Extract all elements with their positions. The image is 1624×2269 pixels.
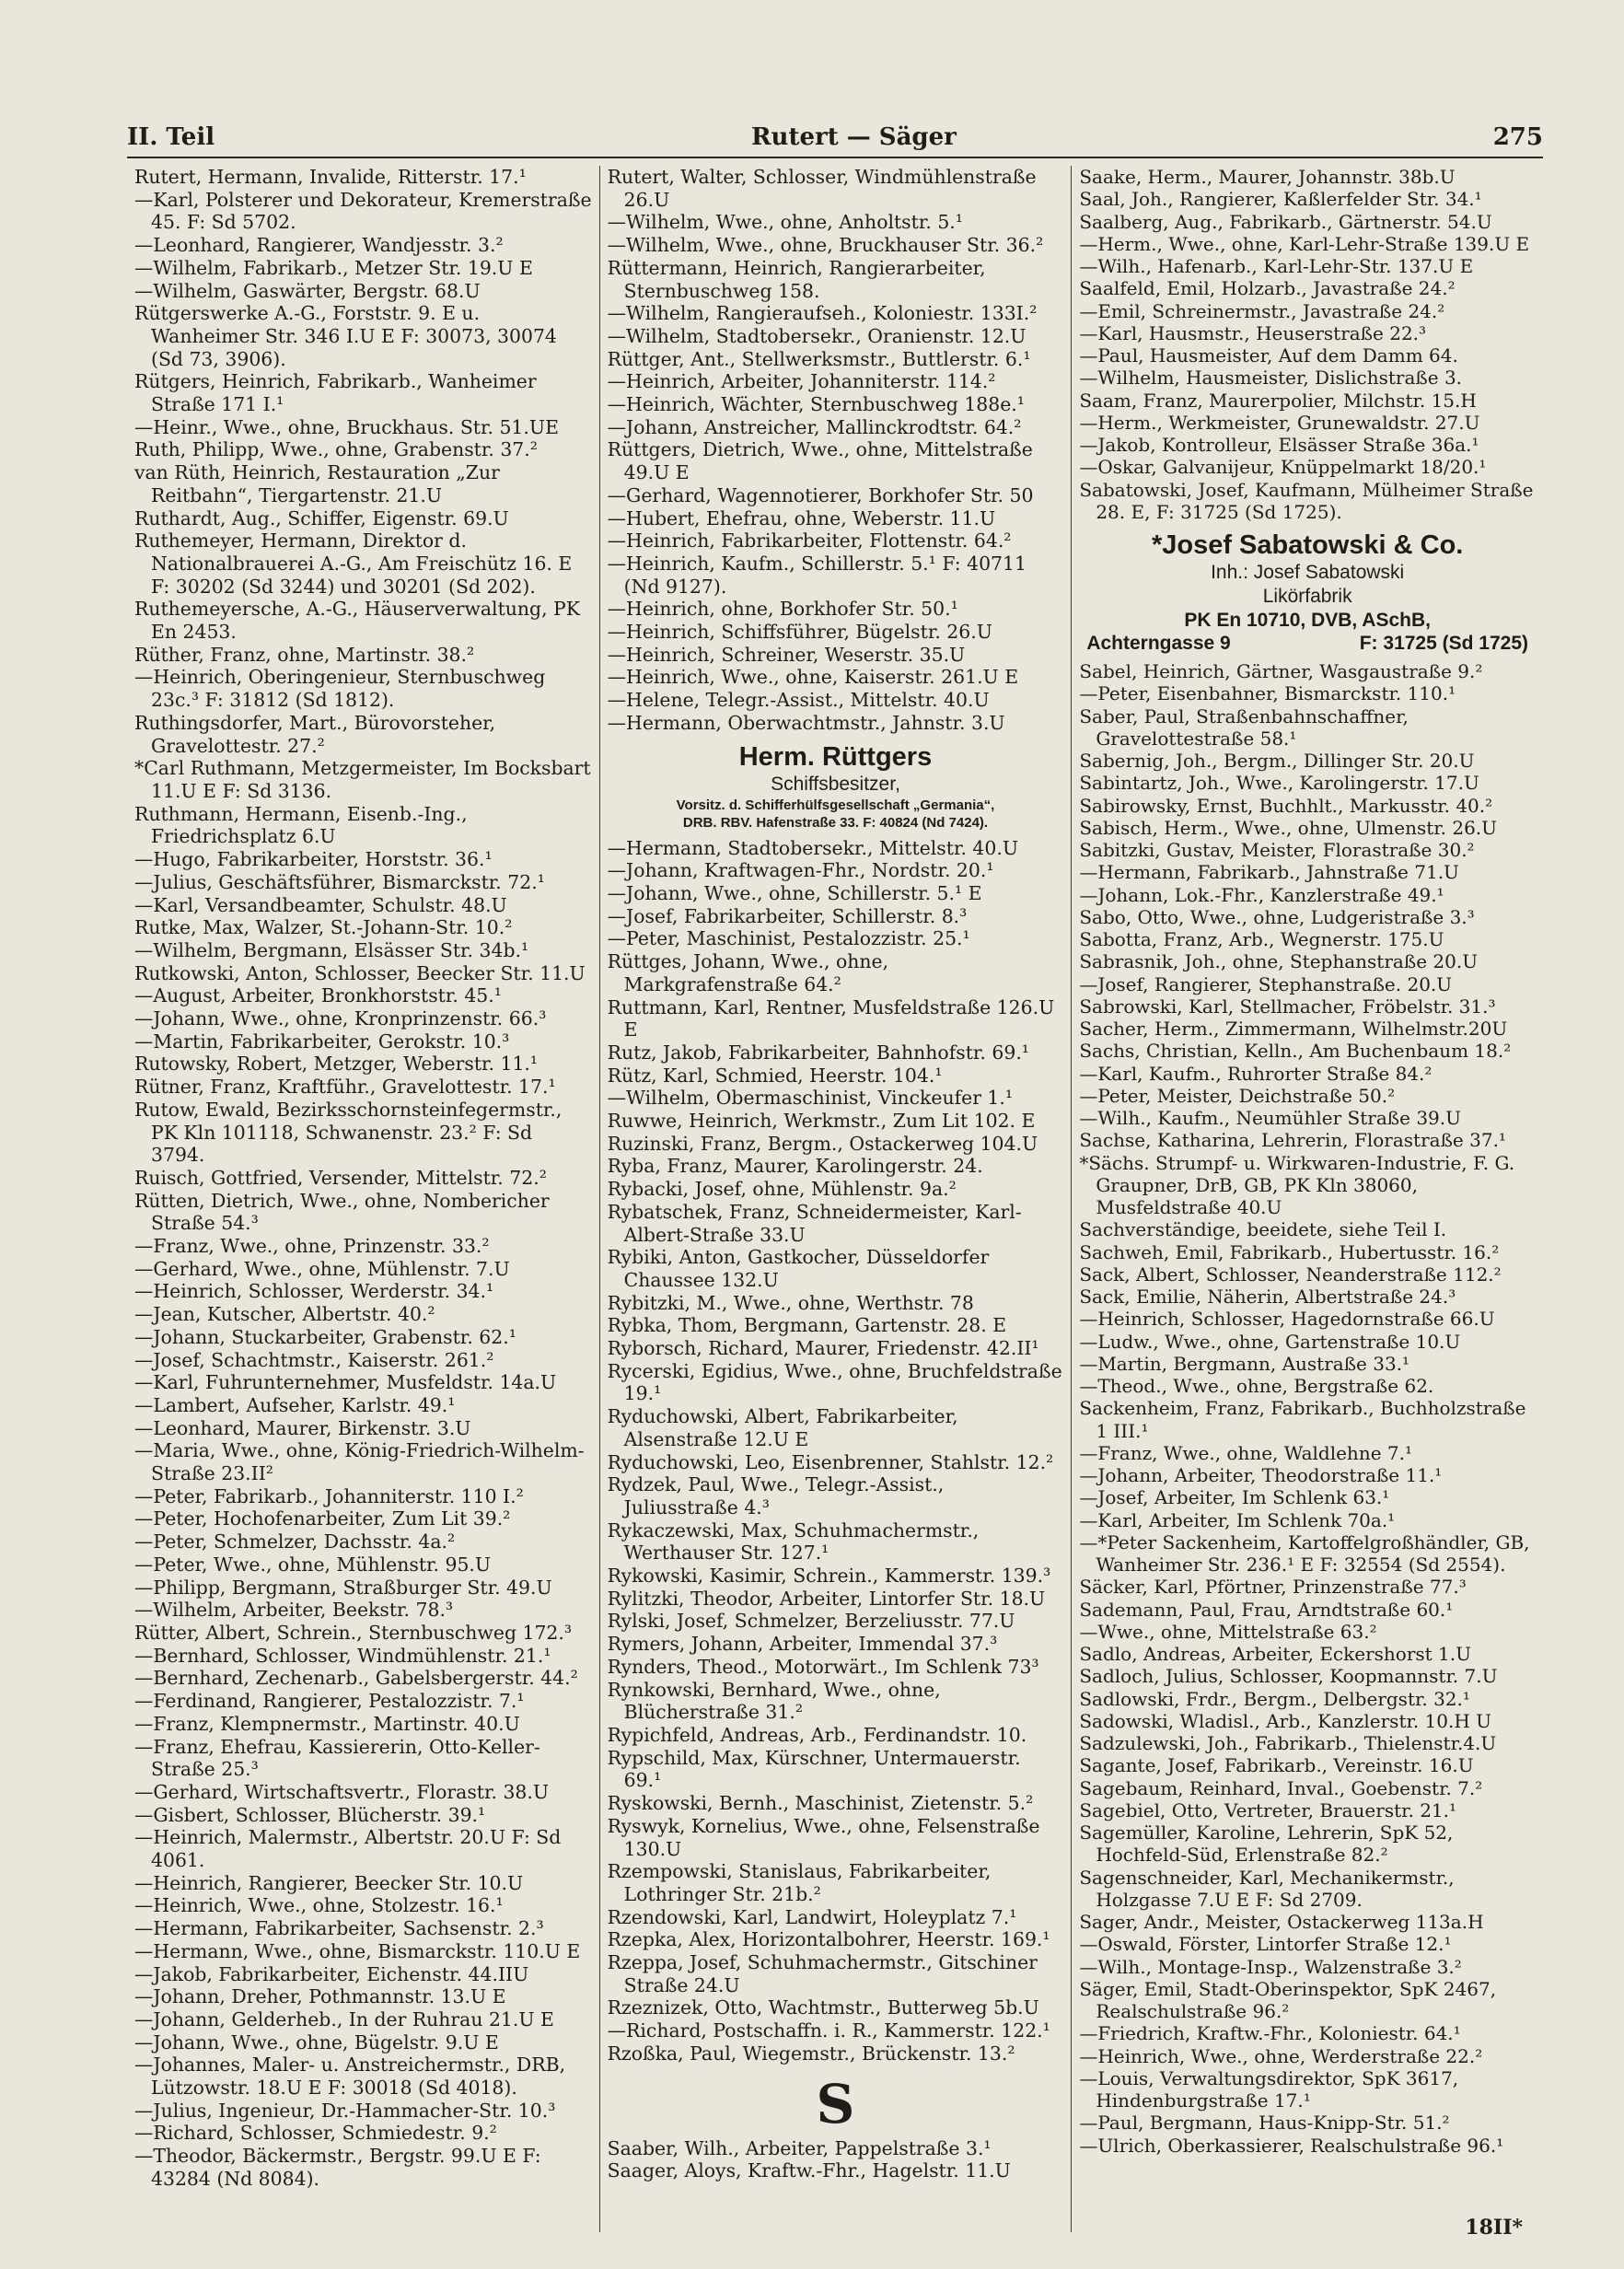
- directory-entry: —Josef, Schachtmstr., Kaiserstr. 261.²: [134, 1348, 494, 1371]
- directory-entry: Rüther, Franz, ohne, Martinstr. 38.²: [134, 643, 475, 666]
- directory-entry: —Wilhelm, Gaswärter, Bergstr. 68.U: [134, 279, 481, 302]
- ad-name: Herm. Rüttgers: [738, 741, 933, 772]
- directory-entry: —Johann, Gelderheb., In der Ruhrau 21.U E: [134, 2007, 554, 2030]
- directory-entry: Saake, Herm., Maurer, Johannstr. 38b.U: [1079, 166, 1456, 188]
- directory-entry: —Wilhelm, Stadtobersekr., Oranienstr. 12.U: [607, 324, 1027, 347]
- directory-entry: —Johann, Lok.-Fhr., Kanzlerstraße 49.¹: [1079, 883, 1444, 906]
- directory-entry: Rüttgers, Dietrich, Wwe., ohne, Mittelstraße 49.U E: [607, 438, 1033, 484]
- directory-entry: —Ferdinand, Rangierer, Pestalozzistr. 7.¹: [134, 1690, 525, 1713]
- directory-entry: Sackenheim, Franz, Fabrikarb., Buchholzstraße 1 III.¹: [1079, 1397, 1526, 1442]
- directory-entry: Sabel, Heinrich, Gärtner, Wasgaustraße 9.²: [1079, 660, 1483, 682]
- ad-line: Schiffsbesitzer,: [771, 773, 900, 795]
- directory-entry: —Franz, Wwe., ohne, Waldlehne 7.¹: [1079, 1441, 1412, 1464]
- page-header: [127, 123, 1543, 155]
- directory-entry: —Peter, Hochofenarbeiter, Zum Lit 39.²: [134, 1507, 511, 1530]
- directory-entry: Rybacki, Josef, ohne, Mühlenstr. 9a.²: [607, 1178, 957, 1201]
- directory-entry: Rütner, Franz, Kraftführ., Gravelottestr. 17.¹: [134, 1076, 556, 1099]
- directory-entry: Rutert, Hermann, Invalide, Ritterstr. 17.¹: [134, 166, 527, 188]
- directory-entry: Sager, Andr., Meister, Ostackerweg 113a.H: [1079, 1911, 1484, 1933]
- directory-entry: Sabernig, Joh., Bergm., Dillinger Str. 20.U: [1079, 750, 1475, 772]
- directory-entry: —Johann, Wwe., ohne, Bügelstr. 9.U E: [134, 2030, 499, 2054]
- directory-entry: Ryba, Franz, Maurer, Karolingerstr. 24.: [607, 1155, 983, 1178]
- directory-entry: —Johann, Wwe., ohne, Schillerstr. 5.¹ E: [607, 881, 982, 904]
- ad-line: DRB. RBV. Hafenstraße 33. F: 40824 (Nd 7424).: [682, 814, 989, 831]
- directory-entry: —Wilhelm, Fabrikarb., Metzer Str. 19.U E: [134, 256, 533, 279]
- directory-entry: —Wilhelm, Bergmann, Elsässer Str. 34b.¹: [134, 938, 529, 961]
- directory-entry: Rymers, Johann, Arbeiter, Immendal 37.³: [607, 1633, 998, 1656]
- directory-entry: Sagemüller, Karoline, Lehrerin, SpK 52, Hochfeld-Süd, Erlenstraße 82.²: [1079, 1821, 1454, 1867]
- directory-entry: Rütgers, Heinrich, Fabrikarb., Wanheimer Straße 171 I.¹: [134, 370, 537, 416]
- directory-entry: —Helene, Telegr.-Assist., Mittelstr. 40.U: [607, 689, 990, 712]
- directory-entry: —August, Arbeiter, Bronkhorststr. 45.¹: [134, 984, 502, 1007]
- directory-entry: Sabitzki, Gustav, Meister, Florastraße 30.²: [1079, 839, 1475, 861]
- directory-entry: —Jakob, Fabrikarbeiter, Eichenstr. 44.IIU: [134, 1962, 529, 1985]
- directory-entry: —Josef, Fabrikarbeiter, Schillerstr. 8.³: [607, 904, 968, 927]
- column-2-entries-top: [608, 166, 1064, 735]
- directory-entry: —Peter, Wwe., ohne, Mühlenstr. 95.U: [134, 1553, 492, 1576]
- directory-entry: Ruthemeyer, Hermann, Direktor d. Nationalbrauerei A.-G., Am Freischütz 16. E F: 30202 (Sd 3244) und 30201 (Sd 202).: [134, 529, 573, 598]
- directory-entry: —Jakob, Kontrolleur, Elsässer Straße 36a.¹: [1079, 434, 1479, 456]
- directory-entry: —Heinrich, Arbeiter, Johanniterstr. 114.²: [607, 370, 996, 393]
- directory-entry: —Heinrich, Kaufm., Schillerstr. 5.¹ F: 40711 (Nd 9127).: [607, 552, 1027, 598]
- directory-entry: —Karl, Versandbeamter, Schulstr. 48.U: [134, 893, 507, 916]
- directory-entry: Ryskowski, Bernh., Maschinist, Zietenstr. 5.²: [607, 1792, 1034, 1815]
- directory-entry: —Johann, Dreher, Pothmannstr. 13.U E: [134, 1985, 506, 2008]
- directory-entry: —Hermann, Wwe., ohne, Bismarckstr. 110.U E: [134, 1939, 581, 1962]
- directory-entry: —Martin, Bergmann, Austraße 33.¹: [1079, 1352, 1410, 1375]
- directory-entry: —Karl, Arbeiter, Im Schlenk 70a.¹: [1079, 1508, 1396, 1531]
- directory-entry: —Hubert, Ehefrau, ohne, Weberstr. 11.U: [607, 506, 996, 529]
- ad-line: Vorsitz. d. Schifferhülfsgesellschaft „Germania“,: [676, 797, 995, 813]
- directory-entry: Sabotta, Franz, Arb., Wegnerstr. 175.U: [1079, 928, 1444, 950]
- section-letter: S: [816, 2072, 855, 2135]
- directory-entry: Ruthingsdorfer, Mart., Bürovorsteher, Gravelottestr. 27.²: [134, 711, 496, 757]
- directory-entry: Rydzek, Paul, Wwe., Telegr.-Assist., Juliusstraße 4.³: [607, 1473, 945, 1518]
- directory-entry: —Karl, Kaufm., Ruhrorter Straße 84.²: [1079, 1062, 1433, 1085]
- directory-entry: —Maria, Wwe., ohne, König-Friedrich-Wilhelm-Straße 23.II²: [134, 1439, 585, 1485]
- directory-entry: —Heinr., Wwe., ohne, Bruckhaus. Str. 51.UE: [134, 415, 559, 438]
- ad-line: Inh.: Josef Sabatowski: [1211, 562, 1405, 583]
- column-1: [127, 166, 599, 2232]
- directory-entry: —Peter, Eisenbahner, Bismarckstr. 110.¹: [1079, 682, 1456, 705]
- ad-line: PK En 10710, DVB, ASchB,: [1184, 610, 1431, 631]
- directory-entry: —Oskar, Galvanijeur, Knüppelmarkt 18/20.¹: [1079, 456, 1487, 479]
- directory-entry: Rüttges, Johann, Wwe., ohne, Markgrafenstraße 64.²: [607, 950, 889, 995]
- directory-entry: —Hermann, Oberwachtmstr., Jahnstr. 3.U: [607, 711, 1005, 734]
- directory-entry: —Ulrich, Oberkassierer, Realschulstraße 96.¹: [1079, 2134, 1504, 2157]
- directory-entry: —Heinrich, Schreiner, Weserstr. 35.U: [607, 643, 966, 666]
- directory-entry: —Franz, Klempnermstr., Martinstr. 40.U: [134, 1712, 520, 1735]
- directory-entry: Ruthemeyersche, A.-G., Häuserverwaltung, PK En 2453.: [134, 598, 581, 644]
- directory-entry: Sademann, Paul, Frau, Arndtstraße 60.¹: [1079, 1598, 1454, 1621]
- directory-entry: —Herm., Werkmeister, Grunewaldstr. 27.U: [1079, 411, 1480, 434]
- directory-entry: Rzeppa, Josef, Schuhmachermstr., Gitschiner Straße 24.U: [607, 1951, 1038, 1996]
- directory-entry: Rybitzki, M., Wwe., ohne, Werthstr. 78: [607, 1291, 974, 1314]
- directory-entry: Saager, Aloys, Kraftw.-Fhr., Hagelstr. 11.U: [607, 2159, 1011, 2182]
- directory-entry: —Peter, Meister, Deichstraße 50.²: [1079, 1084, 1396, 1107]
- ad-josef-sabatowski: [1079, 530, 1536, 655]
- directory-entry: —Friedrich, Kraftw.-Fhr., Koloniestr. 64.¹: [1079, 2022, 1461, 2045]
- directory-entry: Sadzulewski, Joh., Fabrikarb., Thielenstr.4.U: [1079, 1732, 1497, 1754]
- directory-entry: —Franz, Wwe., ohne, Prinzenstr. 33.²: [134, 1235, 490, 1258]
- directory-entry: —Herm., Wwe., ohne, Karl-Lehr-Straße 139.U E: [1079, 232, 1530, 255]
- directory-entry: Sabisch, Herm., Wwe., ohne, Ulmenstr. 26.U: [1079, 816, 1497, 839]
- directory-entry: —Philipp, Bergmann, Straßburger Str. 49.U: [134, 1576, 552, 1599]
- directory-entry: Rütz, Karl, Schmied, Heerstr. 104.¹: [607, 1064, 943, 1087]
- directory-entry: —Gerhard, Wagennotierer, Borkhofer Str. 50: [607, 483, 1034, 506]
- directory-entry: Sadloch, Julius, Schlosser, Koopmannstr. 7.U: [1079, 1665, 1498, 1688]
- directory-entry: —Leonhard, Rangierer, Wandjesstr. 3.²: [134, 234, 504, 257]
- directory-entry: Ryduchowski, Albert, Fabrikarbeiter, Alsenstraße 12.U E: [607, 1405, 958, 1450]
- directory-entry: —Johann, Stuckarbeiter, Grabenstr. 62.¹: [134, 1325, 516, 1348]
- directory-entry: *Carl Ruthmann, Metzgermeister, Im Bocksbart 11.U E F: Sd 3136.: [134, 757, 591, 802]
- directory-entry: —Martin, Fabrikarbeiter, Gerokstr. 10.³: [134, 1030, 510, 1053]
- directory-entry: —Heinrich, Wwe., ohne, Werderstraße 22.²: [1079, 2044, 1483, 2067]
- directory-entry: Rzoßka, Paul, Wiegemstr., Brückenstr. 13.²: [607, 2042, 1015, 2065]
- directory-entry: —Heinrich, Fabrikarbeiter, Flottenstr. 64.²: [607, 529, 1012, 553]
- directory-entry: —Karl, Hausmstr., Heuserstraße 22.³: [1079, 321, 1427, 344]
- column-2-entries-middle: [608, 837, 1064, 2065]
- directory-entry: Rypichfeld, Andreas, Arb., Ferdinandstr. 10.: [607, 1724, 1027, 1746]
- directory-entry: Sagebaum, Reinhard, Inval., Goebenstr. 7.²: [1079, 1776, 1483, 1799]
- directory-entry: Ruth, Philipp, Wwe., ohne, Grabenstr. 37.²: [134, 438, 538, 461]
- directory-entry: Rybiki, Anton, Gastkocher, Düsseldorfer Chaussee 132.U: [607, 1246, 990, 1291]
- directory-entry: Saber, Paul, Straßenbahnschaffner, Gravelottestraße 58.¹: [1079, 704, 1409, 750]
- directory-entry: —Hugo, Fabrikarbeiter, Horststr. 36.¹: [134, 848, 493, 871]
- directory-entry: —Hermann, Fabrikarb., Jahnstraße 71.U: [1079, 861, 1459, 884]
- directory-entry: Rütgerswerke A.-G., Forststr. 9. E u. Wanheimer Str. 346 I.U E F: 30073, 30074 (Sd 73, 3906).: [134, 302, 557, 370]
- directory-entry: —Gerhard, Wwe., ohne, Mühlenstr. 7.U: [134, 1257, 510, 1280]
- directory-entry: *Sächs. Strumpf- u. Wirkwaren-Industrie, F. G. Graupner, DrB, GB, PK Kln 38060, Musfeldstraße 40.U: [1079, 1151, 1515, 1218]
- column-2-entries-bottom: [608, 2137, 1064, 2182]
- directory-entry: —Josef, Rangierer, Stephanstraße. 20.U: [1079, 972, 1453, 995]
- directory-entry: Rütter, Albert, Schrein., Sternbuschweg 172.³: [134, 1622, 573, 1644]
- directory-entry: Rzempowski, Stanislaus, Fabrikarbeiter, Lothringer Str. 21b.²: [607, 1860, 992, 1905]
- directory-entry: —Heinrich, Schiffsführer, Bügelstr. 26.U: [607, 621, 992, 644]
- directory-entry: Ruthardt, Aug., Schiffer, Eigenstr. 69.U: [134, 506, 509, 529]
- directory-entry: Rutert, Walter, Schlosser, Windmühlenstraße 26.U: [607, 166, 1037, 211]
- directory-entry: Rypschild, Max, Kürschner, Untermauerstr. 69.¹: [607, 1746, 1021, 1792]
- page-number: 275: [1492, 123, 1543, 151]
- directory-entry: —Lambert, Aufseher, Karlstr. 49.¹: [134, 1393, 456, 1416]
- directory-entry: —Emil, Schreinermstr., Javastraße 24.²: [1079, 299, 1445, 322]
- directory-entry: Rykaczewski, Max, Schuhmachermstr., Werthauser Str. 127.¹: [607, 1518, 980, 1565]
- directory-entry: —Gerhard, Wirtschaftsvertr., Florastr. 38.U: [134, 1780, 550, 1803]
- directory-entry: —Franz, Ehefrau, Kassiererin, Otto-Keller-Straße 25.³: [134, 1735, 540, 1781]
- directory-entry: Rynders, Theod., Motorwärt., Im Schlenk 73³: [607, 1655, 1039, 1678]
- directory-entry: —*Peter Sackenheim, Kartoffelgroßhändler, GB, Wanheimer Str. 236.¹ E F: 32554 (Sd 2554).: [1079, 1530, 1530, 1576]
- directory-entry: Rybatschek, Franz, Schneidermeister, Karl-Albert-Straße 33.U: [607, 1200, 1022, 1246]
- directory-entry: —Paul, Bergmann, Haus-Knipp-Str. 51.²: [1079, 2112, 1450, 2135]
- directory-entry: van Rüth, Heinrich, Restauration „Zur Reitbahn“, Tiergartenstr. 21.U: [134, 461, 500, 506]
- directory-entry: —Josef, Arbeiter, Im Schlenk 63.¹: [1079, 1486, 1390, 1509]
- directory-entry: Rutke, Max, Walzer, St.-Johann-Str. 10.²: [134, 916, 513, 939]
- directory-entry: Sabintartz, Joh., Wwe., Karolingerstr. 17.U: [1079, 772, 1479, 795]
- directory-entry: —Heinrich, Schlosser, Hagedornstraße 66.U: [1079, 1308, 1495, 1331]
- directory-entry: Saam, Franz, Maurerpolier, Milchstr. 15.H: [1079, 389, 1477, 412]
- directory-entry: —Louis, Verwaltungsdirektor, SpK 3617, Hindenburgstraße 17.¹: [1079, 2066, 1459, 2112]
- directory-entry: Rzepka, Alex, Horizontalbohrer, Heerstr. 169.¹: [607, 1928, 1050, 1951]
- directory-entry: Sachweh, Emil, Fabrikarb., Hubertusstr. 16.²: [1079, 1240, 1500, 1263]
- directory-entry: —Wwe., ohne, Mittelstraße 63.²: [1079, 1620, 1377, 1643]
- directory-entry: —Wilhelm, Arbeiter, Beekstr. 78.³: [134, 1599, 454, 1622]
- directory-entry: —Heinrich, ohne, Borkhofer Str. 50.¹: [607, 598, 958, 621]
- directory-entry: Sacher, Herm., Zimmermann, Wilhelmstr.20U: [1079, 1018, 1508, 1040]
- directory-entry: Sabrasnik, Joh., ohne, Stephanstraße 20.U: [1079, 950, 1479, 973]
- directory-entry: —Hermann, Fabrikarbeiter, Sachsenstr. 2.³: [134, 1917, 544, 1940]
- directory-entry: Rycerski, Egidius, Wwe., ohne, Bruchfeldstraße 19.¹: [607, 1359, 1062, 1405]
- directory-entry: Sadlo, Andreas, Arbeiter, Eckershorst 1.U: [1079, 1643, 1471, 1665]
- directory-entry: —Julius, Geschäftsführer, Bismarckstr. 72.¹: [134, 870, 545, 893]
- column-2: [599, 166, 1072, 2232]
- directory-entry: Ruzinski, Franz, Bergm., Ostackerweg 104.U: [607, 1132, 1038, 1155]
- directory-entry: —Wilhelm, Obermaschinist, Vinckeufer 1.¹: [607, 1087, 1014, 1110]
- directory-entry: Rzendowski, Karl, Landwirt, Holeyplatz 7.¹: [607, 1905, 1017, 1928]
- ad-address: Achterngasse 9: [1086, 633, 1231, 654]
- header-range: Rutert — Säger: [750, 123, 957, 151]
- header-rule: [127, 157, 1543, 158]
- directory-entry: —Karl, Fuhrunternehmer, Musfeldstr. 14a.U: [134, 1371, 557, 1394]
- directory-entry: —Johann, Kraftwagen-Fhr., Nordstr. 20.¹: [607, 859, 994, 882]
- directory-entry: —Gisbert, Schlosser, Blücherstr. 39.¹: [134, 1803, 486, 1826]
- directory-entry: Rutow, Ewald, Bezirksschornsteinfegermstr., PK Kln 101118, Schwanenstr. 23.² F: Sd 3794.: [134, 1098, 563, 1167]
- directory-entry: Sabatowski, Josef, Kaufmann, Mülheimer Straße 28. E, F: 31725 (Sd 1725).: [1079, 478, 1534, 523]
- column-3-entries-bottom: [1079, 660, 1536, 2157]
- directory-entry: —Ludw., Wwe., ohne, Gartenstraße 10.U: [1079, 1330, 1461, 1353]
- directory-entry: Ruwwe, Heinrich, Werkmstr., Zum Lit 102. E: [607, 1110, 1036, 1133]
- ad-name: *Josef Sabatowski & Co.: [1151, 530, 1464, 560]
- directory-entry: Rykowski, Kasimir, Schrein., Kammerstr. 139.³: [607, 1565, 1051, 1588]
- directory-entry: Sabrowski, Karl, Stellmacher, Fröbelstr. 31.³: [1079, 995, 1496, 1018]
- directory-entry: Ryswyk, Kornelius, Wwe., ohne, Felsenstraße 130.U: [607, 1814, 1040, 1860]
- directory-entry: Sachs, Christian, Kelln., Am Buchenbaum 18.²: [1079, 1040, 1512, 1063]
- columns: [127, 166, 1543, 2232]
- directory-entry: Saalberg, Aug., Fabrikarb., Gärtnerstr. 54.U: [1079, 210, 1492, 233]
- directory-entry: —Bernhard, Zechenarb., Gabelsbergerstr. 44.²: [134, 1667, 578, 1690]
- directory-entry: —Wilhelm, Wwe., ohne, Anholtstr. 5.¹: [607, 211, 963, 234]
- column-3: [1071, 166, 1543, 2232]
- directory-entry: —Karl, Polsterer und Dekorateur, Kremerstraße 45. F: Sd 5702.: [134, 188, 592, 234]
- directory-entry: —Heinrich, Malermstr., Albertstr. 20.U F: Sd 4061.: [134, 1826, 562, 1872]
- directory-entry: —Bernhard, Schlosser, Windmühlenstr. 21.¹: [134, 1644, 551, 1667]
- directory-entry: —Richard, Schlosser, Schmiedestr. 9.²: [134, 2122, 497, 2145]
- directory-entry: —Heinrich, Oberingenieur, Sternbuschweg 23c.³ F: 31812 (Sd 1812).: [134, 666, 546, 712]
- directory-entry: —Richard, Postschaffn. i. R., Kammerstr. 122.¹: [607, 2019, 1050, 2042]
- directory-entry: —Leonhard, Maurer, Birkenstr. 3.U: [134, 1416, 471, 1439]
- directory-entry: Saaber, Wilh., Arbeiter, Pappelstraße 3.¹: [607, 2136, 992, 2159]
- directory-entry: Saalfeld, Emil, Holzarb., Javastraße 24.²: [1079, 277, 1456, 300]
- directory-entry: Sagenschneider, Karl, Mechanikermstr., Holzgasse 7.U E F: Sd 2709.: [1079, 1866, 1455, 1911]
- directory-entry: Ryduchowski, Leo, Eisenbrenner, Stahlstr. 12.²: [607, 1450, 1054, 1473]
- directory-entry: —Hermann, Stadtobersekr., Mittelstr. 40.U: [607, 836, 1019, 859]
- directory-entry: Ryborsch, Richard, Maurer, Friedenstr. 42.II¹: [607, 1337, 1039, 1360]
- directory-entry: —Wilhelm, Wwe., ohne, Bruckhauser Str. 36.²: [607, 234, 1044, 257]
- directory-entry: —Peter, Schmelzer, Dachsstr. 4a.²: [134, 1530, 456, 1553]
- directory-entry: Säger, Emil, Stadt-Oberinspektor, SpK 2467, Realschulstraße 96.²: [1079, 1977, 1497, 2022]
- directory-entry: Rylski, Josef, Schmelzer, Berzeliusstr. 77.U: [607, 1610, 1015, 1633]
- header-part: II. Teil: [127, 123, 215, 151]
- ad-address-row: [1079, 633, 1536, 655]
- directory-entry: Rutowsky, Robert, Metzger, Weberstr. 11.¹: [134, 1053, 539, 1076]
- directory-entry: Sagebiel, Otto, Vertreter, Brauerstr. 21.¹: [1079, 1798, 1457, 1821]
- directory-entry: Rüttger, Ant., Stellwerksmstr., Buttlerstr. 6.¹: [607, 347, 1031, 370]
- directory-entry: Rynkowski, Bernhard, Wwe., ohne, Blücherstraße 31.²: [607, 1678, 941, 1724]
- directory-entry: Sagante, Josef, Fabrikarb., Vereinstr. 16.U: [1079, 1754, 1474, 1777]
- directory-entry: Sachverständige, beeidete, siehe Teil I.: [1079, 1218, 1447, 1241]
- directory-entry: —Wilh., Montage-Insp., Walzenstraße 3.²: [1079, 1955, 1462, 1978]
- directory-entry: Ruisch, Gottfried, Versender, Mittelstr. 72.²: [134, 1166, 547, 1189]
- directory-entry: Saal, Joh., Rangierer, Kaßlerfelder Str. 34.¹: [1079, 188, 1482, 211]
- directory-entry: —Jean, Kutscher, Albertstr. 40.²: [134, 1303, 435, 1326]
- directory-entry: —Heinrich, Wächter, Sternbuschweg 188e.¹: [607, 393, 1025, 416]
- directory-entry: —Johann, Wwe., ohne, Kronprinzenstr. 66.³: [134, 1007, 547, 1030]
- directory-entry: —Peter, Fabrikarb., Johanniterstr. 110 I.²: [134, 1484, 524, 1507]
- directory-entry: Ruthmann, Hermann, Eisenb.-Ing., Friedrichsplatz 6.U: [134, 802, 468, 848]
- directory-entry: —Johann, Arbeiter, Theodorstraße 11.¹: [1079, 1464, 1443, 1486]
- directory-entry: Rutkowski, Anton, Schlosser, Beecker Str. 11.U: [134, 961, 586, 984]
- column-3-entries-top: [1079, 166, 1536, 523]
- directory-entry: Sachse, Katharina, Lehrerin, Florastraße 37.¹: [1079, 1129, 1506, 1152]
- directory-entry: Sabirowsky, Ernst, Buchhlt., Markusstr. 40.²: [1079, 794, 1493, 817]
- directory-entry: —Heinrich, Rangierer, Beecker Str. 10.U: [134, 1871, 524, 1894]
- directory-entry: Rylitzki, Theodor, Arbeiter, Lintorfer Str. 18.U: [607, 1587, 1046, 1610]
- directory-entry: —Wilhelm, Hausmeister, Dislichstraße 3.: [1079, 367, 1463, 390]
- directory-entry: —Theod., Wwe., ohne, Bergstraße 62.: [1079, 1375, 1434, 1397]
- directory-entry: —Johann, Anstreicher, Mallinckrodtstr. 64.²: [607, 415, 1022, 438]
- directory-entry: —Theodor, Bäckermstr., Bergstr. 99.U E F: 43284 (Nd 8084).: [134, 2145, 541, 2190]
- directory-entry: —Peter, Maschinist, Pestalozzistr. 25.¹: [607, 927, 970, 950]
- directory-entry: Sack, Emilie, Näherin, Albertstraße 24.³: [1079, 1286, 1456, 1308]
- directory-entry: Säcker, Karl, Pförtner, Prinzenstraße 77.³: [1079, 1576, 1467, 1599]
- directory-entry: Rzeznizek, Otto, Wachtmstr., Butterweg 5b.U: [607, 1996, 1039, 2019]
- directory-entry: Sadlowski, Frdr., Bergm., Delbergstr. 32.¹: [1079, 1687, 1470, 1710]
- directory-entry: —Wilh., Kaufm., Neumühler Straße 39.U: [1079, 1107, 1461, 1129]
- directory-entry: —Johannes, Maler- u. Anstreichermstr., DRB, Lützowstr. 18.U E F: 30018 (Sd 4018).: [134, 2054, 566, 2100]
- directory-entry: —Paul, Hausmeister, Auf dem Damm 64.: [1079, 344, 1458, 367]
- ad-phone: F: 31725 (Sd 1725): [1359, 633, 1528, 654]
- directory-entry: Sack, Albert, Schlosser, Neanderstraße 112.²: [1079, 1262, 1502, 1286]
- directory-entry: Rüttermann, Heinrich, Rangierarbeiter, Sternbuschweg 158.: [607, 256, 986, 302]
- directory-entry: Sabo, Otto, Wwe., ohne, Ludgeristraße 3.³: [1079, 905, 1475, 928]
- directory-entry: Sadowski, Wladisl., Arb., Kanzlerstr. 10.H U: [1079, 1709, 1492, 1732]
- directory-entry: —Oswald, Förster, Lintorfer Straße 12.¹: [1079, 1933, 1452, 1956]
- directory-entry: Rutz, Jakob, Fabrikarbeiter, Bahnhofstr. 69.¹: [607, 1041, 1029, 1064]
- print-signature: 18II*: [1465, 2216, 1523, 2240]
- directory-entry: Ruttmann, Karl, Rentner, Musfeldstraße 126.U E: [607, 995, 1055, 1041]
- ad-line: Likörfabrik: [1262, 586, 1352, 607]
- directory-entry: Rybka, Thom, Bergmann, Gartenstr. 28. E: [607, 1314, 1007, 1337]
- directory-entry: —Wilhelm, Rangieraufseh., Koloniestr. 133I.²: [607, 302, 1038, 325]
- directory-entry: —Julius, Ingenieur, Dr.-Hammacher-Str. 10.³: [134, 2099, 556, 2122]
- directory-entry: —Heinrich, Wwe., ohne, Stolzestr. 16.¹: [134, 1894, 504, 1917]
- directory-entry: —Heinrich, Wwe., ohne, Kaiserstr. 261.U E: [607, 666, 1019, 689]
- directory-entry: —Wilh., Hafenarb., Karl-Lehr-Str. 137.U E: [1079, 255, 1474, 277]
- directory-entry: —Heinrich, Schlosser, Werderstr. 34.¹: [134, 1280, 494, 1303]
- directory-entry: Rütten, Dietrich, Wwe., ohne, Nombericher Straße 54.³: [134, 1189, 550, 1235]
- ad-herm-ruettgers: [608, 742, 1064, 832]
